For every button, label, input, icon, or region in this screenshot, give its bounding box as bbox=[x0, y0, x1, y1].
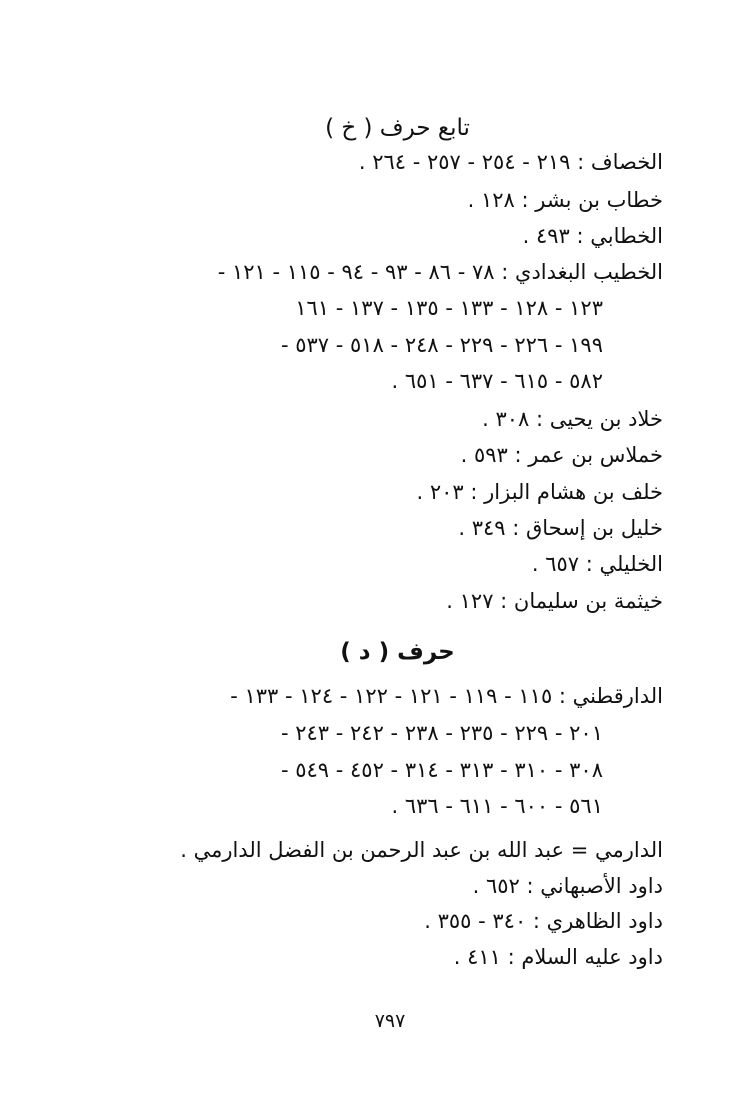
index-entry-khattabi: الخطابي : ٤٩٣ . bbox=[522, 224, 663, 248]
index-entry-daraqutni: الدارقطني : ١١٥ - ١١٩ - ١٢١ - ١٢٢ - ١٢٤ - ١٣٣ - bbox=[230, 684, 663, 708]
page-number: ٧٩٧ bbox=[374, 1010, 406, 1032]
heading-kha-continued: تابع حرف ( خ ) bbox=[325, 115, 470, 141]
index-entry-dawud-alayhi-salam: داود عليه السلام : ٤١١ . bbox=[453, 945, 663, 969]
index-entry-khalili: الخليلي : ٦٥٧ . bbox=[531, 552, 663, 576]
index-entry-khalaf: خلف بن هشام البزار : ٢٠٣ . bbox=[416, 480, 663, 504]
index-entry-khalil: خليل بن إسحاق : ٣٤٩ . bbox=[458, 516, 663, 540]
index-entry-khallad: خلاد بن يحيى : ٣٠٨ . bbox=[482, 407, 663, 431]
index-entry-daraqutni-cont-1: ٢٠١ - ٢٢٩ - ٢٣٥ - ٢٣٨ - ٢٤٢ - ٢٤٣ - bbox=[280, 721, 603, 745]
index-entry-daraqutni-cont-3: ٥٦١ - ٦٠٠ - ٦١١ - ٦٣٦ . bbox=[391, 794, 603, 818]
index-entry-khatib-cont-2: ١٩٩ - ٢٢٦ - ٢٢٩ - ٢٤٨ - ٥١٨ - ٥٣٧ - bbox=[280, 333, 603, 357]
index-entry-khatib-cont-3: ٥٨٢ - ٦١٥ - ٦٣٧ - ٦٥١ . bbox=[391, 369, 603, 393]
index-entry-dawud-zahiri: داود الظاهري : ٣٤٠ - ٣٥٥ . bbox=[424, 909, 663, 933]
index-entry-khassaf: الخصاف : ٢١٩ - ٢٥٤ - ٢٥٧ - ٢٦٤ . bbox=[358, 150, 663, 174]
index-entry-khaythama: خيثمة بن سليمان : ١٢٧ . bbox=[446, 589, 663, 613]
index-entry-khattab: خطاب بن بشر : ١٢٨ . bbox=[467, 188, 663, 212]
index-entry-darimi: الدارمي = عبد الله بن عبد الرحمن بن الفضل الدارمي . bbox=[180, 838, 663, 862]
index-entry-khamlas: خملاس بن عمر : ٥٩٣ . bbox=[460, 443, 663, 467]
index-entry-khatib-cont-1: ١٢٣ - ١٢٨ - ١٣٣ - ١٣٥ - ١٣٧ - ١٦١ bbox=[295, 296, 603, 320]
index-entry-dawud-asbahani: داود الأصبهاني : ٦٥٢ . bbox=[472, 874, 663, 898]
heading-dal: حرف ( د ) bbox=[340, 639, 455, 665]
index-entry-khatib: الخطيب البغدادي : ٧٨ - ٨٦ - ٩٣ - ٩٤ - ١١٥ - ١٢١ - bbox=[217, 260, 663, 284]
index-entry-daraqutni-cont-2: ٣٠٨ - ٣١٠ - ٣١٣ - ٣١٤ - ٤٥٢ - ٥٤٩ - bbox=[280, 758, 603, 782]
